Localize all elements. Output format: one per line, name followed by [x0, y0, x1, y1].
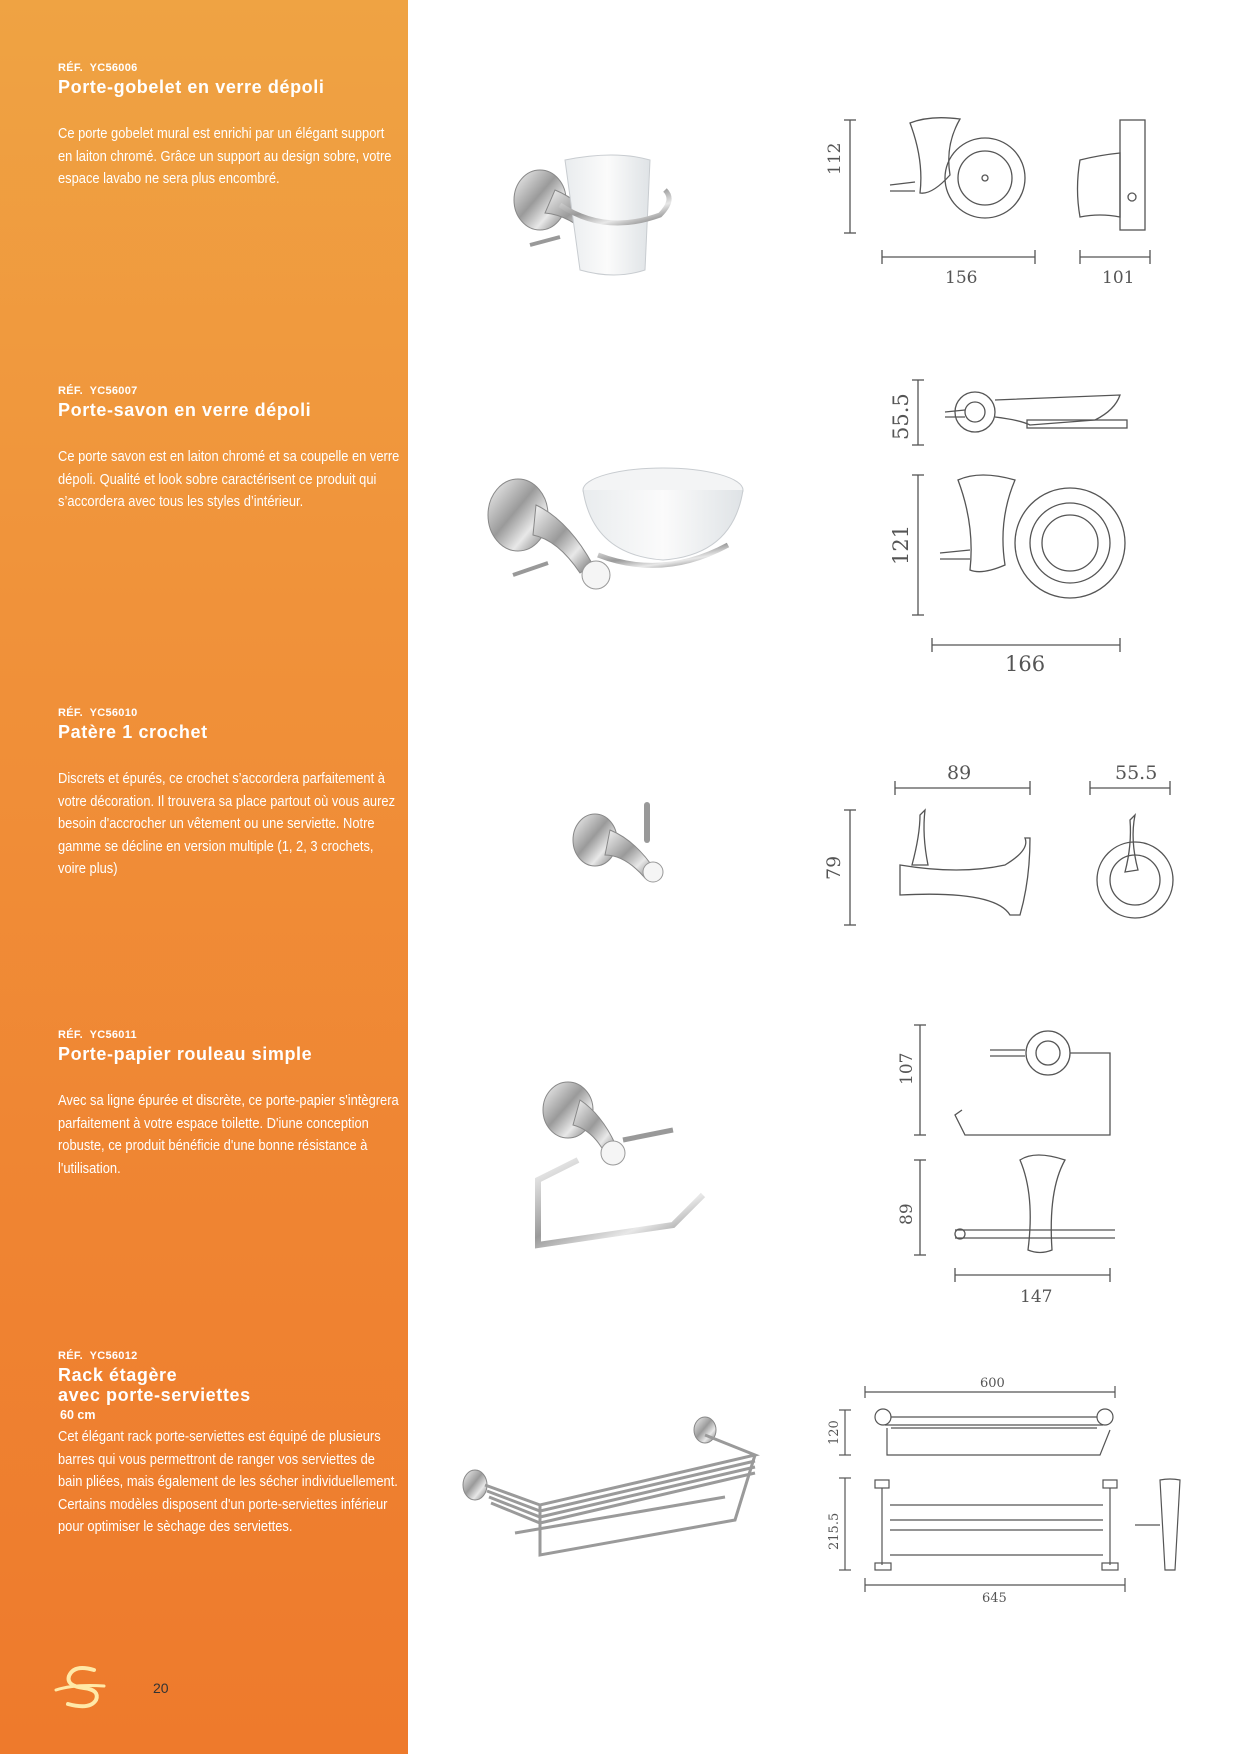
product-title: Porte-savon en verre dépoli — [58, 400, 312, 420]
dim-depth: 55.5 — [1115, 762, 1158, 784]
product-title-line1: Rack étagère — [58, 1365, 178, 1385]
dim-width: 645 — [982, 1591, 1007, 1606]
towel-rack-photo — [455, 1415, 795, 1565]
dim-width: 156 — [945, 268, 978, 288]
dim-depth: 55.5 — [889, 393, 913, 440]
dim-top-width: 600 — [980, 1376, 1005, 1391]
product-ref: RÉF. YC56012 — [58, 1350, 138, 1362]
product-title: Porte-gobelet en verre dépoli — [58, 77, 325, 97]
product-title: Patère 1 crochet — [58, 722, 208, 742]
product-ref: RÉF. YC56007 — [58, 385, 138, 397]
dim-height: 112 — [825, 142, 845, 175]
product-description: Discrets et épurés, ce crochet s’accordera parfaitement à votre décoration. Il trouvera sa place partout où vous aurez besoin d'accrocher un vêtement ou une serviette. Notre gamme se décline en version multiple (1, 2, 3 crochets, voire plus) — [58, 770, 396, 877]
product-title: Porte-papier rouleau simple — [58, 1044, 313, 1064]
product-text-yc56011 — [58, 1029, 403, 1180]
toilet-paper-holder-drawing — [897, 1020, 1125, 1310]
dim-height: 79 — [823, 855, 845, 880]
dim-width: 166 — [1005, 652, 1046, 676]
page-number: 20 — [153, 1680, 169, 1696]
soap-dish-drawing — [870, 375, 1135, 675]
product-description: Avec sa ligne épurée et discrète, ce porte-papier s'intègrera parfaitement à votre espace toilette. D'iune conception robuste, ce produit bénéficie d'une bonne résistance à l'utilisation. — [58, 1092, 399, 1177]
soap-dish-photo — [478, 455, 753, 605]
dim-height: 121 — [889, 524, 913, 565]
dim-depth: 89 — [897, 1203, 917, 1225]
product-text-yc56007 — [58, 385, 403, 514]
product-text-yc56010 — [58, 707, 403, 881]
product-text-yc56006 — [58, 62, 403, 191]
toilet-paper-holder-photo — [518, 1075, 718, 1255]
brand-logo — [54, 1662, 114, 1712]
towel-rack-drawing — [825, 1370, 1195, 1610]
dim-width: 147 — [1020, 1287, 1053, 1307]
dim-height: 215.5 — [827, 1512, 842, 1550]
product-ref: RÉF. YC56011 — [58, 1029, 137, 1041]
product-title-line2: avec porte-serviettes — [58, 1385, 251, 1405]
product-subtitle: 60 cm — [60, 1408, 96, 1422]
product-description: Ce porte gobelet mural est enrichi par un élégant support en laiton chromé. Grâce un support au design sobre, votre espace lavabo ne sera plus encombré. — [58, 125, 392, 187]
robe-hook-photo — [565, 800, 680, 900]
dim-depth: 101 — [1102, 268, 1135, 288]
product-text-yc56012 — [58, 1350, 403, 1539]
product-ref: RÉF. YC56010 — [58, 707, 138, 719]
tumbler-holder-drawing — [820, 105, 1170, 290]
dim-width: 89 — [947, 762, 972, 784]
robe-hook-drawing — [820, 760, 1180, 935]
dim-height: 107 — [897, 1052, 917, 1085]
product-description: Ce porte savon est en laiton chromé et sa coupelle en verre dépoli. Qualité et look sobre caractérisent ce produit qui s’accordera avec tous les styles d’intérieur. — [58, 448, 400, 510]
tumbler-holder-photo — [500, 145, 735, 285]
product-description: Cet élégant rack porte-serviettes est équipé de plusieurs barres qui vous permettront de ranger vos serviettes de bain pliées, mais également de les sécher individuellement. Certains modèles disposent d'un porte-serviettes inférieur pour optimiser le sèchage des serviettes. — [58, 1428, 398, 1535]
product-ref: RÉF. YC56006 — [58, 62, 138, 74]
dim-depth: 120 — [827, 1420, 842, 1445]
